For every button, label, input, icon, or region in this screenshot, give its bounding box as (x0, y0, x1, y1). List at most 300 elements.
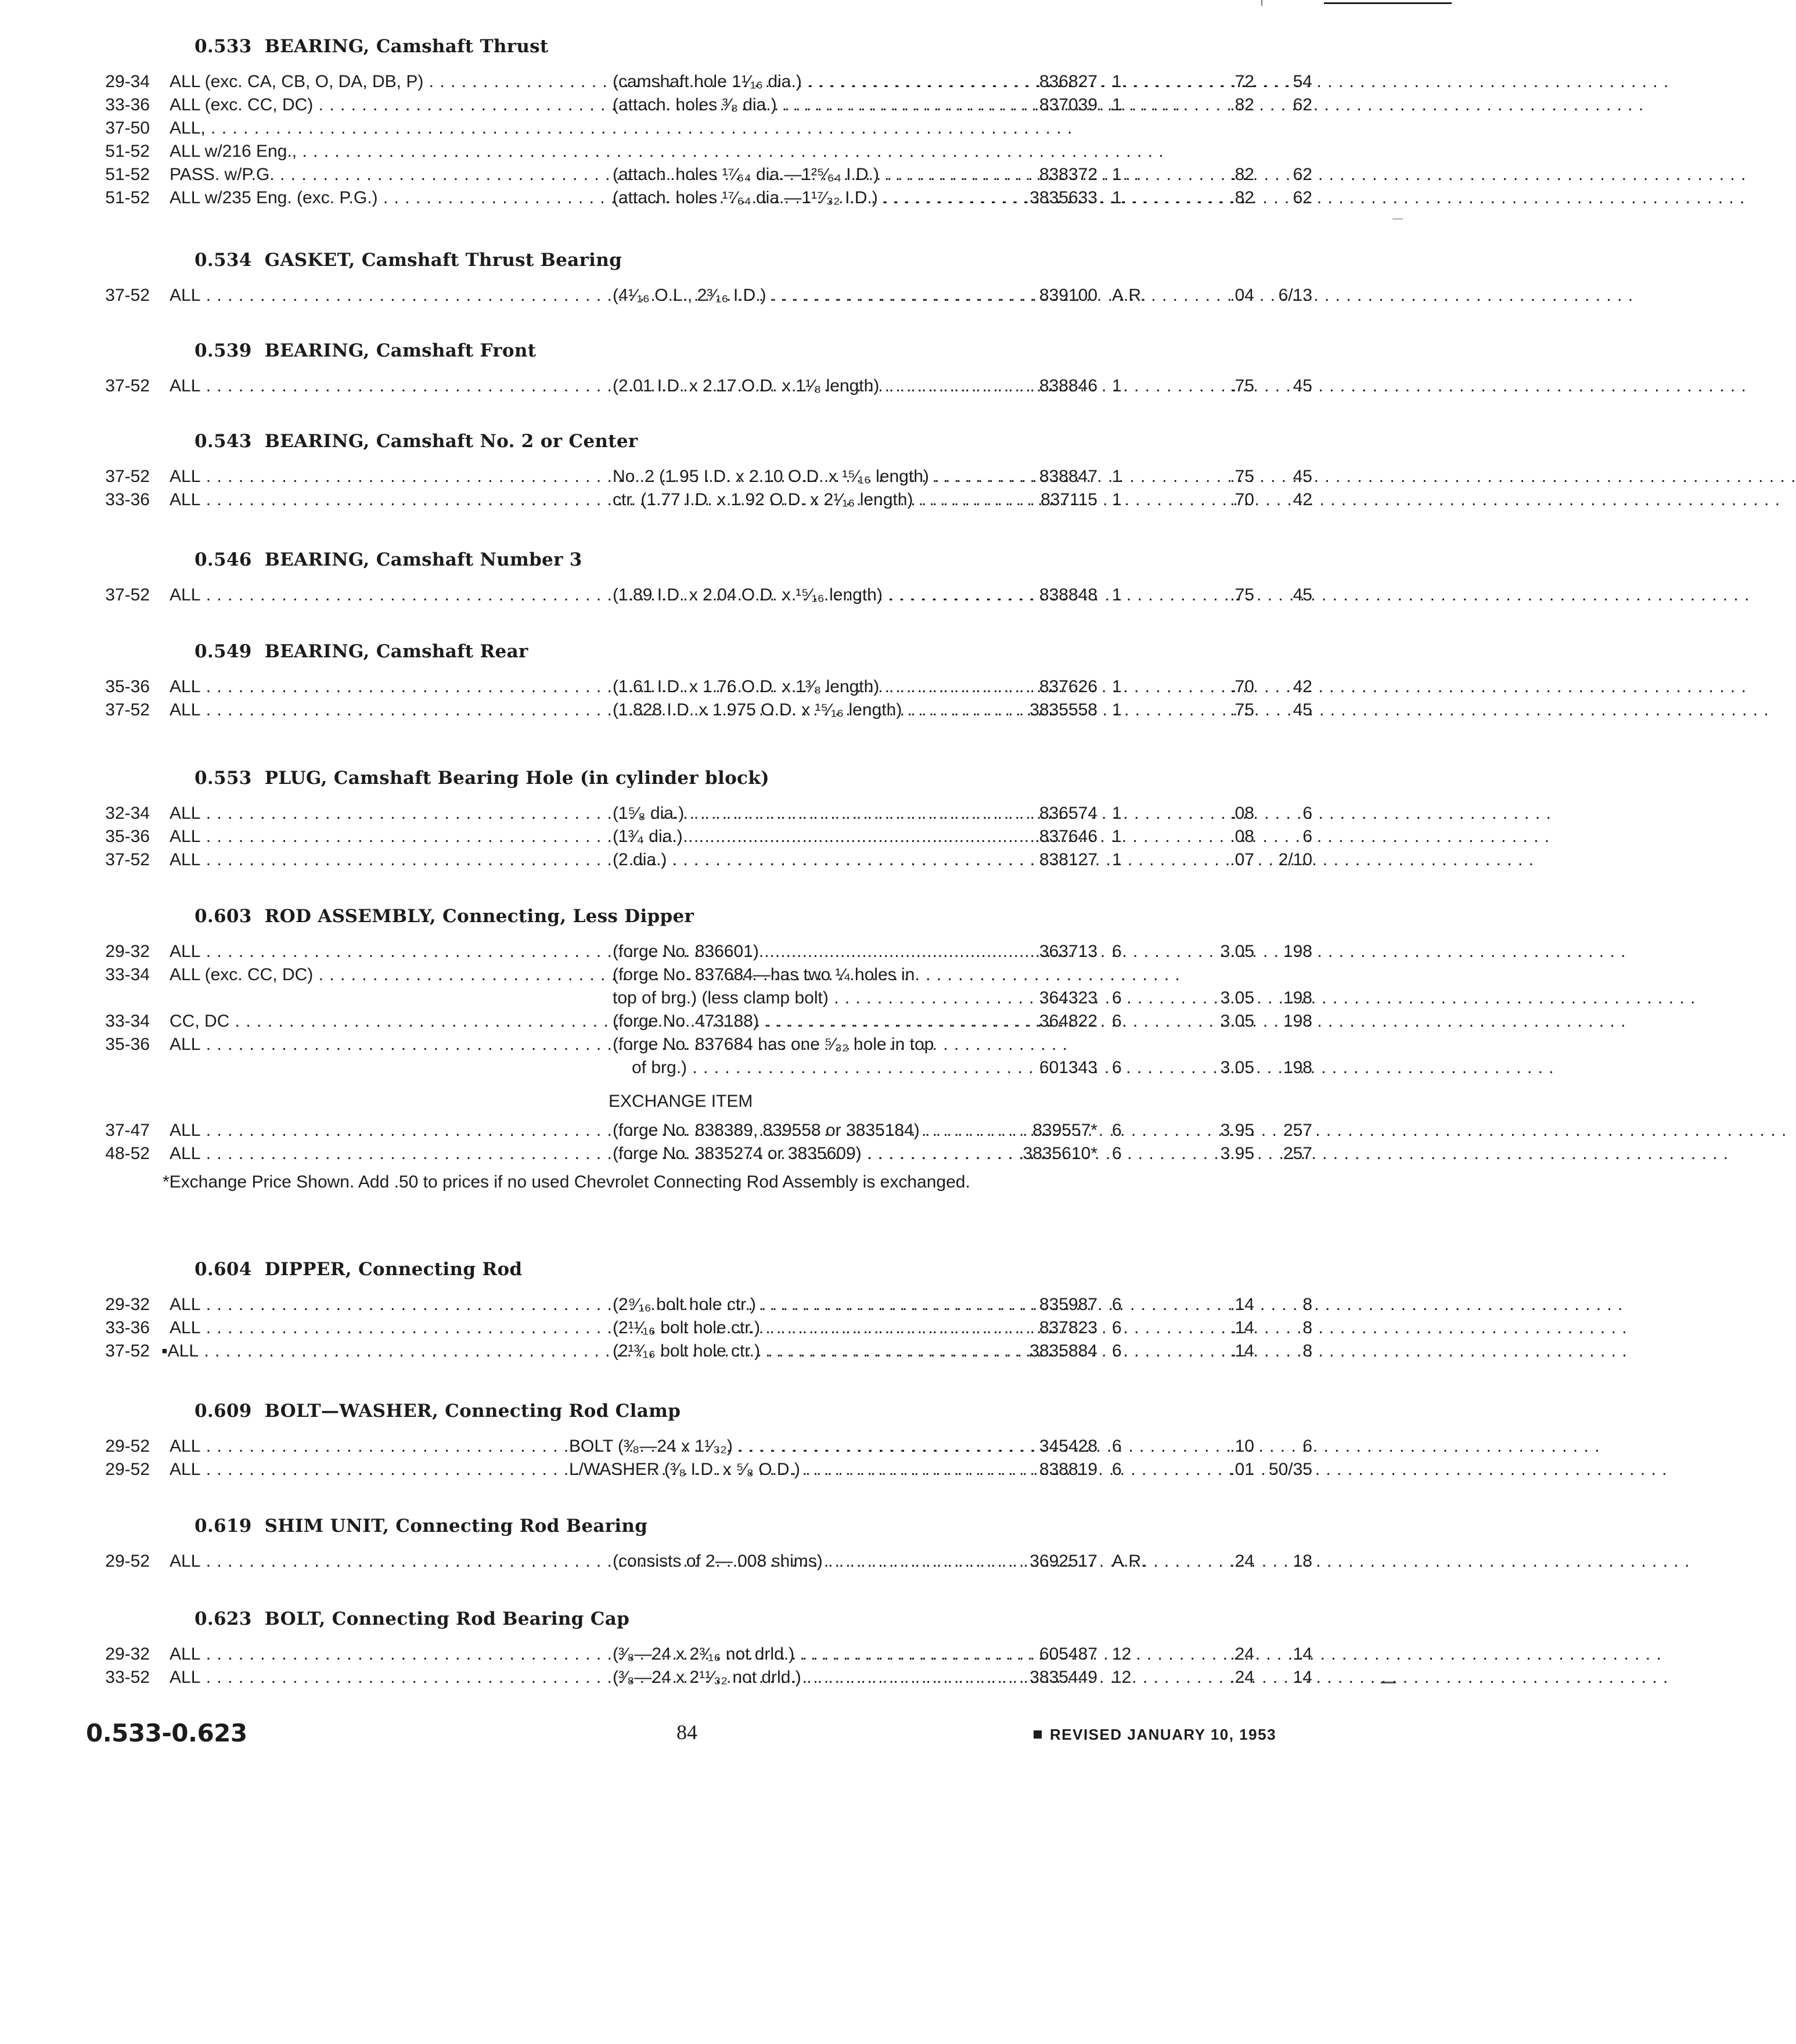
quantity (1112, 490, 1158, 510)
quantity (1112, 286, 1158, 305)
part-number (981, 1552, 1097, 1571)
net-price-text: 45 (1293, 376, 1312, 395)
model-years (86, 585, 150, 605)
part-number (981, 1460, 1097, 1480)
group-title: BEARING, Camshaft Number 3 (264, 549, 582, 570)
model-applicability-text: ALL (exc. CA, CB, O, DA, DB, P) (170, 72, 424, 91)
part-description-text: (2¹¹⁄₁₆ bolt hole ctr.) (613, 1318, 760, 1337)
section-heading (195, 36, 549, 57)
part-number (981, 1644, 1097, 1664)
net-price (1254, 467, 1312, 487)
quantity (1112, 165, 1158, 185)
part-description (613, 1668, 996, 1687)
group-title: BOLT, Connecting Rod Bearing Cap (264, 1608, 630, 1629)
part-description-text: (forge No. 3835274 or 3835609) (613, 1144, 862, 1163)
part-description-text: (2¹³⁄₁₆ bolt hole ctr.) (613, 1341, 760, 1361)
list-price-text: .72 (1230, 72, 1254, 91)
net-price-text: 45 (1293, 700, 1312, 719)
part-number-text: 836827 (1039, 72, 1097, 91)
part-number (981, 1012, 1097, 1031)
model-applicability (170, 1144, 541, 1164)
list-price (1185, 72, 1254, 92)
section-heading (195, 340, 536, 361)
part-number (981, 376, 1097, 396)
quantity-text: 1 (1112, 490, 1122, 509)
part-number-text: 838846 (1039, 376, 1097, 395)
net-price-text: 198 (1283, 1058, 1312, 1077)
part-number (981, 1341, 1097, 1361)
model-years-text: 37-50 (105, 118, 150, 138)
model-applicability-text: ALL (170, 1460, 201, 1479)
group-title: GASKET, Camshaft Thrust Bearing (264, 250, 622, 271)
quantity-text: A.R. (1112, 1552, 1146, 1571)
part-description (613, 165, 996, 185)
group-number: 0.533 (195, 36, 252, 57)
list-price (1185, 850, 1254, 870)
part-number (981, 1058, 1097, 1078)
model-years (86, 827, 150, 847)
part-number (981, 1437, 1097, 1456)
parts-row (0, 72, 1468, 98)
list-price-text: 3.05 (1220, 1012, 1254, 1031)
part-description-text: No. 2 (1.95 I.D. x 2.10 O.D. x ¹⁵⁄₁₆ length) (613, 467, 929, 486)
part-number-text: 835987 (1039, 1295, 1097, 1314)
parts-row (0, 1144, 1468, 1169)
model-years-text: 35-36 (105, 827, 150, 846)
part-description-text: (2 dia.) (613, 850, 667, 869)
part-description (613, 677, 996, 697)
part-number (981, 585, 1097, 605)
part-description (613, 1295, 996, 1315)
net-price (1254, 165, 1312, 185)
part-number (981, 490, 1097, 510)
net-price-text: 18 (1293, 1552, 1312, 1571)
list-price-text: .75 (1230, 700, 1254, 719)
part-description (613, 988, 996, 1008)
group-number: 0.604 (195, 1259, 252, 1280)
model-applicability (170, 142, 541, 161)
group-number: 0.553 (195, 768, 252, 789)
part-description (569, 1437, 952, 1456)
model-applicability-text: PASS. w/P.G. (170, 165, 275, 184)
quantity (1112, 700, 1158, 720)
part-number-text: 363713 (1039, 942, 1097, 961)
model-years (86, 490, 150, 510)
model-applicability-text: ALL (exc. CC, DC) (170, 965, 314, 984)
model-years (86, 1644, 150, 1664)
part-description-text: (forge No. 837684 has one ⁵⁄₃₂ hole in top (613, 1035, 934, 1054)
part-description (613, 827, 996, 847)
model-applicability (170, 850, 541, 870)
part-number-text: 838847 (1039, 467, 1097, 486)
revision-bullet-icon: ▪ (161, 1341, 168, 1361)
parts-row (0, 1121, 1468, 1146)
group-title: ROD ASSEMBLY, Connecting, Less Dipper (264, 906, 694, 927)
model-years (86, 142, 150, 161)
group-title: BEARING, Camshaft Front (264, 340, 537, 361)
model-years (86, 165, 150, 185)
model-applicability (170, 188, 541, 208)
model-years (86, 850, 150, 870)
part-description (613, 1644, 996, 1664)
model-years-text: 37-52 (105, 467, 150, 486)
quantity (1112, 1644, 1158, 1664)
parts-row (0, 1341, 1468, 1367)
part-number (981, 1318, 1097, 1338)
part-description (613, 286, 996, 305)
part-description-text: BOLT (³⁄₈—24 x 1¹⁄₃₂) (569, 1437, 733, 1456)
parts-row (0, 700, 1468, 726)
quantity-text: 6 (1112, 1318, 1122, 1337)
section-heading (195, 250, 622, 271)
section-heading (195, 1259, 522, 1280)
quantity-text: 6 (1112, 1460, 1122, 1479)
net-price (1254, 1644, 1312, 1664)
part-description-text: (4¹⁄₁₆ O.L., 2³⁄₁₆ I.D.) (613, 286, 766, 305)
model-applicability (170, 700, 541, 720)
list-price (1185, 1058, 1254, 1078)
list-price (1185, 1144, 1254, 1164)
model-applicability-text: ALL (exc. CC, DC) (170, 95, 314, 114)
part-description (632, 1058, 1015, 1078)
net-price (1254, 490, 1312, 510)
model-applicability-text: ALL w/235 Eng. (exc. P.G.) (170, 188, 378, 207)
part-number-text: 839557* (1032, 1121, 1097, 1140)
list-price (1185, 1668, 1254, 1687)
quantity (1112, 1121, 1158, 1140)
part-number-text: 345428 (1039, 1437, 1097, 1456)
net-price-text: 50/35 (1268, 1460, 1312, 1479)
part-number-text: 3835449 (1030, 1668, 1097, 1687)
part-number (981, 467, 1097, 487)
model-years-text: 37-52 (105, 585, 150, 604)
part-number (981, 677, 1097, 697)
group-title: DIPPER, Connecting Rod (264, 1259, 523, 1280)
part-number-text: 364323 (1039, 988, 1097, 1007)
quantity (1112, 1341, 1158, 1361)
part-number-text: 601343 (1039, 1058, 1097, 1077)
list-price-text: 3.05 (1220, 1058, 1254, 1077)
part-number (981, 72, 1097, 92)
section-heading (195, 549, 582, 570)
list-price-text: 3.95 (1220, 1121, 1254, 1140)
revision-date: REVISED JANUARY 10, 1953 (1050, 1726, 1277, 1743)
list-price-text: .14 (1230, 1295, 1254, 1314)
list-price-text: .01 (1230, 1460, 1254, 1479)
list-price-text: .82 (1230, 188, 1254, 207)
model-years-text: 37-52 (105, 286, 150, 305)
list-price (1185, 585, 1254, 605)
net-price (1254, 1144, 1312, 1164)
part-number-text: 837115 (1041, 490, 1097, 509)
part-description (569, 1460, 952, 1480)
part-description-text: of brg.) (632, 1058, 688, 1077)
part-number (981, 165, 1097, 185)
model-applicability (170, 376, 541, 396)
top-rule (1324, 2, 1452, 4)
quantity (1112, 467, 1158, 487)
model-applicability-text: ALL (170, 1668, 201, 1687)
net-price (1254, 942, 1312, 962)
part-number (981, 804, 1097, 823)
model-applicability-text: ALL (170, 1121, 201, 1140)
parts-row (0, 1437, 1468, 1462)
parts-row (0, 376, 1468, 402)
list-price (1185, 804, 1254, 823)
group-number: 0.619 (195, 1516, 252, 1536)
model-applicability-text: ALL (167, 1341, 199, 1361)
net-price (1254, 188, 1312, 208)
parts-row (0, 804, 1468, 829)
model-applicability-text: ALL (170, 376, 201, 395)
model-applicability-text: ALL (170, 700, 201, 719)
parts-row (0, 1318, 1468, 1344)
quantity (1112, 1318, 1158, 1338)
quantity (1112, 376, 1158, 396)
group-title: BEARING, Camshaft Rear (264, 641, 528, 662)
model-applicability-text: ALL (170, 1144, 201, 1163)
section-range-code: 0.533-0.623 (86, 1719, 247, 1747)
quantity (1112, 1460, 1158, 1480)
model-applicability (170, 1318, 541, 1338)
part-description-text: (consists of 2—.008 shims) (613, 1552, 823, 1571)
part-description-text: (attach. holes ³⁄₈ dia.) (613, 95, 777, 114)
model-years (86, 188, 150, 208)
quantity-text: 1 (1112, 376, 1122, 395)
parts-row (0, 1295, 1468, 1320)
model-years (86, 1668, 150, 1687)
list-price-text: .04 (1230, 286, 1254, 305)
model-applicability (170, 1552, 541, 1571)
quantity (1112, 1295, 1158, 1315)
model-years-text: 29-52 (105, 1460, 150, 1479)
net-price-text: 14 (1293, 1644, 1312, 1664)
net-price (1254, 700, 1312, 720)
model-years-text: 33-52 (105, 1668, 150, 1687)
model-years-text: 33-34 (105, 1012, 150, 1031)
model-applicability-text: ALL (170, 490, 201, 509)
part-number (981, 286, 1097, 305)
parts-row (0, 1058, 1468, 1084)
parts-row (0, 942, 1468, 967)
list-price-text: .75 (1230, 585, 1254, 604)
part-description-text: (³⁄₈—24 x 2¹¹⁄₃₂ not drld.) (613, 1668, 801, 1687)
parts-row (0, 1668, 1468, 1693)
part-number-text: 837823 (1039, 1318, 1097, 1337)
list-price (1185, 1318, 1254, 1338)
parts-row (0, 95, 1468, 121)
quantity (1112, 827, 1158, 847)
quantity-text: 6 (1112, 1144, 1122, 1163)
part-description (613, 1341, 996, 1361)
model-applicability-text: ALL (170, 850, 201, 869)
list-price-text: .14 (1230, 1341, 1254, 1361)
model-years-text: 29-52 (105, 1437, 150, 1456)
group-number: 0.534 (195, 250, 252, 271)
list-price-text: .82 (1230, 95, 1254, 114)
parts-row (0, 1644, 1468, 1670)
quantity (1112, 1144, 1158, 1164)
net-price-text: 42 (1293, 677, 1312, 696)
part-description-text: (forge No. 837684—has two ¼ holes in (613, 965, 915, 984)
part-description (613, 95, 996, 115)
part-description (613, 1035, 996, 1055)
part-number-text: 837039 (1039, 95, 1097, 114)
net-price (1254, 1341, 1312, 1361)
model-applicability (170, 804, 541, 823)
quantity-text: 6 (1112, 942, 1122, 961)
model-applicability (170, 1295, 541, 1315)
net-price (1254, 850, 1312, 870)
part-description-text: (2⁹⁄₁₆ bolt hole ctr.) (613, 1295, 756, 1314)
model-applicability-text: ALL w/216 Eng., (170, 142, 297, 161)
list-price-text: .08 (1230, 804, 1254, 823)
model-years-text: 37-52 (105, 850, 150, 869)
part-number (981, 1295, 1097, 1315)
net-price-text: 62 (1293, 95, 1312, 114)
list-price (1185, 286, 1254, 305)
part-number (981, 850, 1097, 870)
list-price-text: 3.95 (1220, 1144, 1254, 1163)
net-price (1254, 1460, 1312, 1480)
part-description-text: (forge No. 836601) (613, 942, 759, 961)
part-description-text: (1.89 I.D. x 2.04 O.D. x ¹⁵⁄₁₆ length) (613, 585, 883, 604)
model-applicability-text: ALL (170, 827, 201, 846)
model-years (86, 467, 150, 487)
model-years (86, 1552, 150, 1571)
part-description-text: (forge No. 838389, 839558 or 3835184) (613, 1121, 920, 1140)
part-description (613, 942, 996, 962)
section-heading (195, 768, 769, 789)
model-applicability (170, 72, 541, 92)
part-number (981, 95, 1097, 115)
quantity (1112, 1012, 1158, 1031)
list-price-text: .70 (1230, 677, 1254, 696)
list-price (1185, 700, 1254, 720)
quantity-text: 1 (1112, 467, 1122, 486)
net-price (1254, 286, 1312, 305)
model-years-text: 35-36 (105, 1035, 150, 1054)
part-number (981, 700, 1097, 720)
quantity-text: 1 (1112, 677, 1122, 696)
list-price (1185, 988, 1254, 1008)
parts-row (0, 490, 1468, 516)
part-number (981, 1144, 1097, 1164)
quantity (1112, 1552, 1158, 1571)
model-applicability-text: ALL (170, 1552, 201, 1571)
quantity (1112, 804, 1158, 823)
net-price-text: 62 (1293, 188, 1312, 207)
part-description (613, 804, 996, 823)
parts-row (0, 142, 1468, 167)
quantity-text: 12 (1112, 1644, 1132, 1664)
list-price (1185, 165, 1254, 185)
model-years-text: 37-52 (105, 700, 150, 719)
model-applicability (170, 467, 541, 487)
part-description (613, 850, 996, 870)
parts-row (0, 1552, 1468, 1577)
net-price-text: 54 (1293, 72, 1312, 91)
model-applicability (170, 95, 541, 115)
part-number (981, 827, 1097, 847)
quantity (1112, 72, 1158, 92)
model-applicability-text: ALL (170, 1318, 201, 1337)
net-price (1254, 1318, 1312, 1338)
group-number: 0.546 (195, 549, 252, 570)
quantity-text: 1 (1112, 585, 1122, 604)
margin-mark (1392, 218, 1403, 219)
quantity (1112, 850, 1158, 870)
section-heading (195, 1516, 647, 1536)
net-price (1254, 988, 1312, 1008)
net-price (1254, 1668, 1312, 1687)
model-years (86, 1121, 150, 1140)
model-applicability (170, 677, 541, 697)
model-years-text: 29-32 (105, 1295, 150, 1314)
part-number-text: 3692517 (1030, 1552, 1097, 1571)
part-description (613, 467, 996, 487)
quantity-text: 1 (1112, 827, 1122, 846)
part-number-text: 3835884 (1030, 1341, 1097, 1361)
model-years (86, 118, 150, 138)
model-years-text: 51-52 (105, 165, 150, 184)
part-description-text: L/WASHER (³⁄₈ I.D. x ⁵⁄₈ O.D.) (569, 1460, 800, 1479)
quantity-text: 6 (1112, 1058, 1122, 1077)
parts-row (0, 677, 1468, 703)
list-price-text: .70 (1230, 490, 1254, 509)
part-description-text: (³⁄₈—24 x 2³⁄₁₆ not drld.) (613, 1644, 795, 1664)
net-price-text: 6/13 (1278, 286, 1312, 305)
model-applicability-text: ALL (170, 942, 201, 961)
model-applicability (170, 1437, 541, 1456)
section-heading (195, 641, 528, 662)
list-price-text: .24 (1230, 1668, 1254, 1687)
net-price (1254, 1012, 1312, 1031)
net-price-text: 257 (1283, 1121, 1312, 1140)
model-years-text: 37-52 (105, 376, 150, 395)
net-price (1254, 1437, 1312, 1456)
net-price-text: 62 (1293, 165, 1312, 184)
part-description-text: (attach. holes ¹⁷⁄₆₄ dia.—1²⁵⁄₆₄ I.D.) (613, 165, 879, 184)
model-years-text: 33-36 (105, 1318, 150, 1337)
net-price-text: 198 (1283, 988, 1312, 1007)
part-number-text: 605487 (1039, 1644, 1097, 1664)
list-price (1185, 1460, 1254, 1480)
list-price-text: 3.05 (1220, 942, 1254, 961)
part-description (613, 1144, 996, 1164)
list-price-text: .07 (1230, 850, 1254, 869)
list-price (1185, 188, 1254, 208)
model-applicability-text: ALL (170, 1035, 201, 1054)
part-number-text: 839100 (1039, 286, 1097, 305)
list-price (1185, 467, 1254, 487)
model-years-text: 51-52 (105, 142, 150, 161)
model-applicability (170, 1121, 541, 1140)
net-price (1254, 677, 1312, 697)
list-price (1185, 1341, 1254, 1361)
model-applicability (170, 585, 541, 605)
parts-row (0, 585, 1468, 611)
model-applicability-text: ALL (170, 1437, 201, 1456)
parts-row (0, 1035, 1468, 1060)
model-years (86, 1318, 150, 1338)
model-years-text: 32-34 (105, 804, 150, 823)
group-number: 0.543 (195, 431, 252, 452)
parts-row (0, 827, 1468, 852)
group-title: BOLT—WASHER, Connecting Rod Clamp (264, 1401, 681, 1422)
model-applicability (170, 165, 541, 185)
list-price (1185, 1012, 1254, 1031)
